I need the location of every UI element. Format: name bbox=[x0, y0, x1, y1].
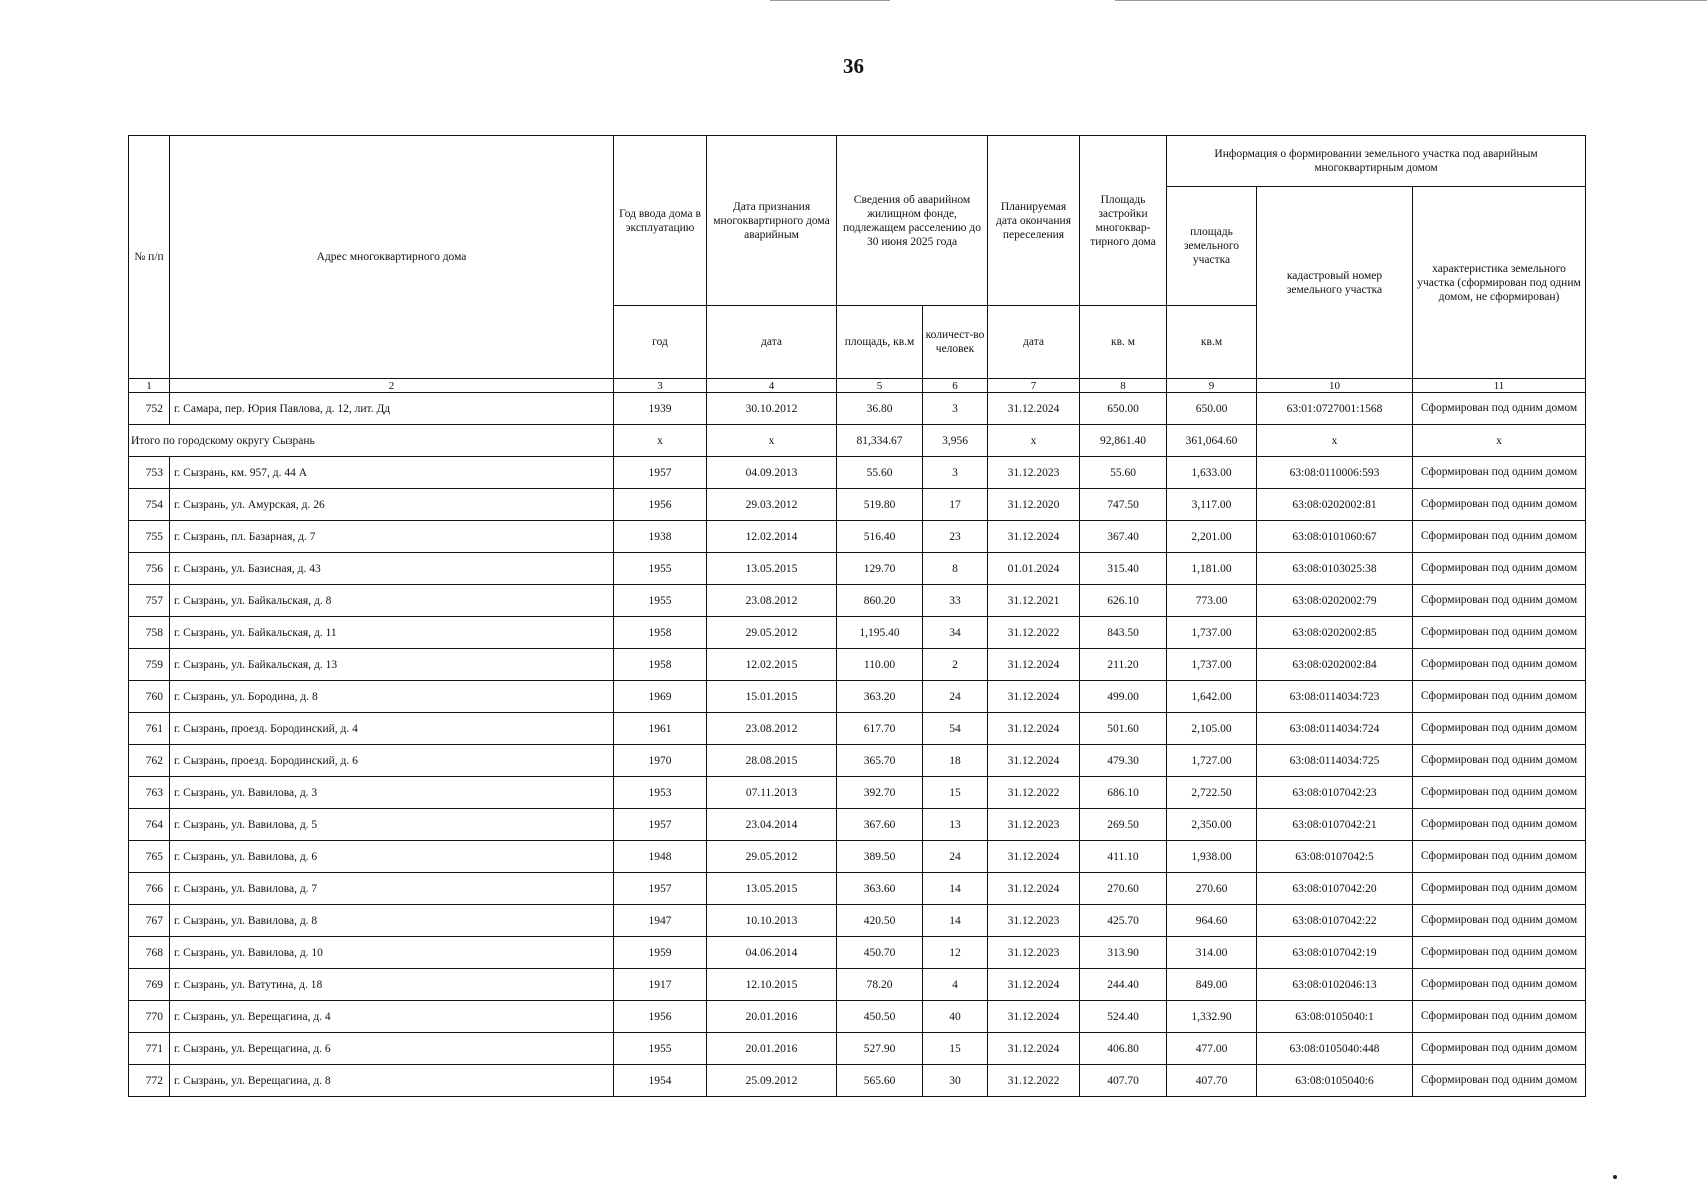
row-people: 54 bbox=[923, 713, 988, 745]
row-date: 04.09.2013 bbox=[707, 457, 837, 489]
row-land-char: Сформирован под одним домом bbox=[1413, 905, 1586, 937]
row-num: 769 bbox=[129, 969, 170, 1001]
subtotal-row bbox=[129, 425, 1586, 457]
table-row bbox=[129, 713, 1586, 745]
row-land-char: Сформирован под одним домом bbox=[1413, 937, 1586, 969]
row-area: 450.70 bbox=[837, 937, 923, 969]
row-num: 753 bbox=[129, 457, 170, 489]
row-year: 1959 bbox=[614, 937, 707, 969]
row-num: 771 bbox=[129, 1033, 170, 1065]
row-cadastral: 63:08:0107042:20 bbox=[1257, 873, 1413, 905]
row-num: 763 bbox=[129, 777, 170, 809]
row-planned: 31.12.2023 bbox=[988, 937, 1080, 969]
row-year: 1939 bbox=[614, 393, 707, 425]
column-number: 7 bbox=[988, 379, 1080, 393]
row-year: 1938 bbox=[614, 521, 707, 553]
row-address: г. Сызрань, проезд. Бородинский, д. 4 bbox=[170, 713, 614, 745]
row-build-area: 211.20 bbox=[1080, 649, 1167, 681]
row-year: 1957 bbox=[614, 809, 707, 841]
row-cadastral: 63:08:0102046:13 bbox=[1257, 969, 1413, 1001]
row-area: 617.70 bbox=[837, 713, 923, 745]
row-cadastral: 63:08:0103025:38 bbox=[1257, 553, 1413, 585]
row-land-char: Сформирован под одним домом bbox=[1413, 841, 1586, 873]
row-num: 755 bbox=[129, 521, 170, 553]
row-people: 23 bbox=[923, 521, 988, 553]
subtotal-date: x bbox=[707, 425, 837, 457]
row-date: 13.05.2015 bbox=[707, 873, 837, 905]
column-number: 4 bbox=[707, 379, 837, 393]
row-planned: 31.12.2024 bbox=[988, 521, 1080, 553]
row-year: 1958 bbox=[614, 649, 707, 681]
page-number: 36 bbox=[843, 54, 864, 78]
row-area: 110.00 bbox=[837, 649, 923, 681]
row-date: 30.10.2012 bbox=[707, 393, 837, 425]
row-area: 392.70 bbox=[837, 777, 923, 809]
row-year: 1969 bbox=[614, 681, 707, 713]
row-people: 2 bbox=[923, 649, 988, 681]
row-area: 519.80 bbox=[837, 489, 923, 521]
table-row bbox=[129, 969, 1586, 1001]
header-address: Адрес многоквартирного дома bbox=[170, 136, 614, 379]
unit-sqm: кв. м bbox=[1080, 306, 1167, 379]
row-cadastral: 63:08:0107042:22 bbox=[1257, 905, 1413, 937]
row-people: 24 bbox=[923, 841, 988, 873]
row-planned: 31.12.2024 bbox=[988, 873, 1080, 905]
table-row bbox=[129, 777, 1586, 809]
row-address: г. Сызрань, ул. Ватутина, д. 18 bbox=[170, 969, 614, 1001]
row-cadastral: 63:08:0114034:725 bbox=[1257, 745, 1413, 777]
row-people: 33 bbox=[923, 585, 988, 617]
scan-speck bbox=[1613, 1175, 1617, 1179]
row-build-area: 843.50 bbox=[1080, 617, 1167, 649]
row-land-char: Сформирован под одним домом bbox=[1413, 681, 1586, 713]
row-address: г. Сызрань, пл. Базарная, д. 7 bbox=[170, 521, 614, 553]
row-build-area: 425.70 bbox=[1080, 905, 1167, 937]
row-build-area: 650.00 bbox=[1080, 393, 1167, 425]
row-date: 12.10.2015 bbox=[707, 969, 837, 1001]
row-planned: 31.12.2022 bbox=[988, 617, 1080, 649]
row-land-area: 1,181.00 bbox=[1167, 553, 1257, 585]
row-address: г. Сызрань, ул. Верещагина, д. 4 bbox=[170, 1001, 614, 1033]
row-date: 15.01.2015 bbox=[707, 681, 837, 713]
row-planned: 31.12.2024 bbox=[988, 649, 1080, 681]
row-date: 20.01.2016 bbox=[707, 1033, 837, 1065]
row-cadastral: 63:01:0727001:1568 bbox=[1257, 393, 1413, 425]
row-land-char: Сформирован под одним домом bbox=[1413, 745, 1586, 777]
row-year: 1955 bbox=[614, 585, 707, 617]
row-land-area: 964.60 bbox=[1167, 905, 1257, 937]
row-build-area: 686.10 bbox=[1080, 777, 1167, 809]
row-land-char: Сформирован под одним домом bbox=[1413, 553, 1586, 585]
row-num: 757 bbox=[129, 585, 170, 617]
row-area: 516.40 bbox=[837, 521, 923, 553]
row-people: 4 bbox=[923, 969, 988, 1001]
row-planned: 31.12.2020 bbox=[988, 489, 1080, 521]
column-number: 6 bbox=[923, 379, 988, 393]
row-date: 13.05.2015 bbox=[707, 553, 837, 585]
header-date-emergency: Дата признания многоквартирного дома аварийным bbox=[707, 136, 837, 306]
table-row bbox=[129, 553, 1586, 585]
row-land-char: Сформирован под одним домом bbox=[1413, 521, 1586, 553]
row-date: 29.05.2012 bbox=[707, 841, 837, 873]
row-date: 23.04.2014 bbox=[707, 809, 837, 841]
row-land-char: Сформирован под одним домом bbox=[1413, 585, 1586, 617]
row-year: 1953 bbox=[614, 777, 707, 809]
header-land-char: характеристика земельного участка (сформирован под одним домом, не сформирован) bbox=[1413, 187, 1586, 379]
row-area: 389.50 bbox=[837, 841, 923, 873]
row-year: 1956 bbox=[614, 489, 707, 521]
column-number: 8 bbox=[1080, 379, 1167, 393]
row-planned: 01.01.2024 bbox=[988, 553, 1080, 585]
row-build-area: 479.30 bbox=[1080, 745, 1167, 777]
row-planned: 31.12.2023 bbox=[988, 905, 1080, 937]
row-cadastral: 63:08:0114034:723 bbox=[1257, 681, 1413, 713]
scan-artifact-line bbox=[770, 0, 890, 1]
row-num: 754 bbox=[129, 489, 170, 521]
row-date: 12.02.2015 bbox=[707, 649, 837, 681]
row-people: 18 bbox=[923, 745, 988, 777]
row-land-area: 2,201.00 bbox=[1167, 521, 1257, 553]
table-row bbox=[129, 905, 1586, 937]
row-address: г. Сызрань, ул. Вавилова, д. 6 bbox=[170, 841, 614, 873]
row-num: 752 bbox=[129, 393, 170, 425]
row-planned: 31.12.2023 bbox=[988, 457, 1080, 489]
row-year: 1947 bbox=[614, 905, 707, 937]
row-land-area: 1,633.00 bbox=[1167, 457, 1257, 489]
table-row bbox=[129, 809, 1586, 841]
row-area: 1,195.40 bbox=[837, 617, 923, 649]
table-row bbox=[129, 649, 1586, 681]
row-area: 36.80 bbox=[837, 393, 923, 425]
row-address: г. Сызрань, ул. Верещагина, д. 8 bbox=[170, 1065, 614, 1097]
table-row bbox=[129, 457, 1586, 489]
row-address: г. Сызрань, ул. Верещагина, д. 6 bbox=[170, 1033, 614, 1065]
row-address: г. Сызрань, ул. Байкальская, д. 13 bbox=[170, 649, 614, 681]
scan-artifact-line bbox=[1115, 0, 1707, 1]
row-address: г. Сызрань, ул. Базисная, д. 43 bbox=[170, 553, 614, 585]
row-cadastral: 63:08:0105040:6 bbox=[1257, 1065, 1413, 1097]
header-building-area: Площадь застройки многоквар-тирного дома bbox=[1080, 136, 1167, 306]
row-land-area: 314.00 bbox=[1167, 937, 1257, 969]
row-cadastral: 63:08:0202002:81 bbox=[1257, 489, 1413, 521]
row-people: 15 bbox=[923, 1033, 988, 1065]
row-address: г. Сызрань, ул. Амурская, д. 26 bbox=[170, 489, 614, 521]
row-land-area: 3,117.00 bbox=[1167, 489, 1257, 521]
row-num: 756 bbox=[129, 553, 170, 585]
table-row bbox=[129, 521, 1586, 553]
row-cadastral: 63:08:0202002:85 bbox=[1257, 617, 1413, 649]
row-planned: 31.12.2022 bbox=[988, 777, 1080, 809]
row-land-area: 2,105.00 bbox=[1167, 713, 1257, 745]
row-land-area: 1,737.00 bbox=[1167, 617, 1257, 649]
row-people: 3 bbox=[923, 393, 988, 425]
header-land-area: площадь земельного участка bbox=[1167, 187, 1257, 306]
row-date: 23.08.2012 bbox=[707, 713, 837, 745]
table-row bbox=[129, 489, 1586, 521]
row-num: 765 bbox=[129, 841, 170, 873]
row-cadastral: 63:08:0107042:19 bbox=[1257, 937, 1413, 969]
row-land-area: 773.00 bbox=[1167, 585, 1257, 617]
row-build-area: 406.80 bbox=[1080, 1033, 1167, 1065]
row-people: 34 bbox=[923, 617, 988, 649]
row-build-area: 244.40 bbox=[1080, 969, 1167, 1001]
row-planned: 31.12.2024 bbox=[988, 393, 1080, 425]
row-planned: 31.12.2024 bbox=[988, 745, 1080, 777]
row-land-char: Сформирован под одним домом bbox=[1413, 969, 1586, 1001]
table-row bbox=[129, 585, 1586, 617]
row-num: 760 bbox=[129, 681, 170, 713]
row-num: 767 bbox=[129, 905, 170, 937]
row-land-char: Сформирован под одним домом bbox=[1413, 457, 1586, 489]
row-land-char: Сформирован под одним домом bbox=[1413, 1065, 1586, 1097]
row-address: г. Сызрань, ул. Вавилова, д. 8 bbox=[170, 905, 614, 937]
row-year: 1957 bbox=[614, 873, 707, 905]
row-num: 770 bbox=[129, 1001, 170, 1033]
row-cadastral: 63:08:0105040:1 bbox=[1257, 1001, 1413, 1033]
column-number: 9 bbox=[1167, 379, 1257, 393]
row-num: 766 bbox=[129, 873, 170, 905]
row-area: 129.70 bbox=[837, 553, 923, 585]
row-land-area: 477.00 bbox=[1167, 1033, 1257, 1065]
row-year: 1954 bbox=[614, 1065, 707, 1097]
row-build-area: 270.60 bbox=[1080, 873, 1167, 905]
row-build-area: 367.40 bbox=[1080, 521, 1167, 553]
row-date: 04.06.2014 bbox=[707, 937, 837, 969]
row-cadastral: 63:08:0107042:5 bbox=[1257, 841, 1413, 873]
row-land-char: Сформирован под одним домом bbox=[1413, 809, 1586, 841]
column-number: 3 bbox=[614, 379, 707, 393]
row-address: г. Сызрань, ул. Бородина, д. 8 bbox=[170, 681, 614, 713]
row-people: 13 bbox=[923, 809, 988, 841]
row-date: 25.09.2012 bbox=[707, 1065, 837, 1097]
row-people: 14 bbox=[923, 873, 988, 905]
row-area: 420.50 bbox=[837, 905, 923, 937]
row-people: 8 bbox=[923, 553, 988, 585]
column-number: 11 bbox=[1413, 379, 1586, 393]
row-build-area: 501.60 bbox=[1080, 713, 1167, 745]
row-people: 12 bbox=[923, 937, 988, 969]
subtotal-people: 3,956 bbox=[923, 425, 988, 457]
row-year: 1958 bbox=[614, 617, 707, 649]
row-cadastral: 63:08:0114034:724 bbox=[1257, 713, 1413, 745]
unit-people: количест-во человек bbox=[923, 306, 988, 379]
row-area: 365.70 bbox=[837, 745, 923, 777]
column-numbers-row bbox=[129, 379, 1586, 393]
subtotal-label: Итого по городскому округу Сызрань bbox=[129, 425, 614, 457]
table-row bbox=[129, 873, 1586, 905]
row-year: 1970 bbox=[614, 745, 707, 777]
table-row bbox=[129, 681, 1586, 713]
row-build-area: 626.10 bbox=[1080, 585, 1167, 617]
row-land-area: 1,727.00 bbox=[1167, 745, 1257, 777]
row-address: г. Сызрань, ул. Вавилова, д. 3 bbox=[170, 777, 614, 809]
unit-date: дата bbox=[707, 306, 837, 379]
row-land-area: 849.00 bbox=[1167, 969, 1257, 1001]
row-land-char: Сформирован под одним домом bbox=[1413, 649, 1586, 681]
row-cadastral: 63:08:0101060:67 bbox=[1257, 521, 1413, 553]
row-num: 761 bbox=[129, 713, 170, 745]
table-row bbox=[129, 1065, 1586, 1097]
row-cadastral: 63:08:0107042:21 bbox=[1257, 809, 1413, 841]
column-number: 1 bbox=[129, 379, 170, 393]
row-address: г. Сызрань, проезд. Бородинский, д. 6 bbox=[170, 745, 614, 777]
header-year: Год ввода дома в эксплуатацию bbox=[614, 136, 707, 306]
table-row bbox=[129, 1001, 1586, 1033]
column-number: 10 bbox=[1257, 379, 1413, 393]
row-build-area: 747.50 bbox=[1080, 489, 1167, 521]
row-build-area: 524.40 bbox=[1080, 1001, 1167, 1033]
table-row bbox=[129, 745, 1586, 777]
row-address: г. Сызрань, ул. Байкальская, д. 11 bbox=[170, 617, 614, 649]
header-fund: Сведения об аварийном жилищном фонде, подлежащем расселению до 30 июня 2025 года bbox=[837, 136, 988, 306]
row-cadastral: 63:08:0107042:23 bbox=[1257, 777, 1413, 809]
row-build-area: 313.90 bbox=[1080, 937, 1167, 969]
row-planned: 31.12.2021 bbox=[988, 585, 1080, 617]
row-num: 772 bbox=[129, 1065, 170, 1097]
row-date: 12.02.2014 bbox=[707, 521, 837, 553]
header-num: № п/п bbox=[129, 136, 170, 379]
row-cadastral: 63:08:0202002:79 bbox=[1257, 585, 1413, 617]
subtotal-area: 81,334.67 bbox=[837, 425, 923, 457]
row-land-area: 1,737.00 bbox=[1167, 649, 1257, 681]
row-area: 363.20 bbox=[837, 681, 923, 713]
row-year: 1961 bbox=[614, 713, 707, 745]
table-row bbox=[129, 937, 1586, 969]
row-area: 527.90 bbox=[837, 1033, 923, 1065]
row-land-area: 1,332.90 bbox=[1167, 1001, 1257, 1033]
header-planned-date: Планируемая дата окончания переселения bbox=[988, 136, 1080, 306]
row-address: г. Самара, пер. Юрия Павлова, д. 12, лит. Дд bbox=[170, 393, 614, 425]
row-land-char: Сформирован под одним домом bbox=[1413, 489, 1586, 521]
subtotal-land-area: 361,064.60 bbox=[1167, 425, 1257, 457]
row-people: 14 bbox=[923, 905, 988, 937]
row-people: 17 bbox=[923, 489, 988, 521]
row-land-area: 1,938.00 bbox=[1167, 841, 1257, 873]
unit-year: год bbox=[614, 306, 707, 379]
header-land-group: Информация о формировании земельного участка под аварийным многоквартирным домом bbox=[1167, 136, 1586, 187]
row-land-area: 407.70 bbox=[1167, 1065, 1257, 1097]
row-year: 1955 bbox=[614, 1033, 707, 1065]
row-land-char: Сформирован под одним домом bbox=[1413, 873, 1586, 905]
unit-area: площадь, кв.м bbox=[837, 306, 923, 379]
row-year: 1917 bbox=[614, 969, 707, 1001]
row-people: 30 bbox=[923, 1065, 988, 1097]
row-build-area: 407.70 bbox=[1080, 1065, 1167, 1097]
row-land-char: Сформирован под одним домом bbox=[1413, 1033, 1586, 1065]
row-date: 29.03.2012 bbox=[707, 489, 837, 521]
subtotal-land-char: x bbox=[1413, 425, 1586, 457]
row-num: 764 bbox=[129, 809, 170, 841]
row-build-area: 269.50 bbox=[1080, 809, 1167, 841]
row-build-area: 499.00 bbox=[1080, 681, 1167, 713]
row-address: г. Сызрань, ул. Вавилова, д. 5 bbox=[170, 809, 614, 841]
row-year: 1948 bbox=[614, 841, 707, 873]
column-number: 5 bbox=[837, 379, 923, 393]
row-people: 15 bbox=[923, 777, 988, 809]
row-land-area: 2,350.00 bbox=[1167, 809, 1257, 841]
table-row bbox=[129, 617, 1586, 649]
row-area: 78.20 bbox=[837, 969, 923, 1001]
row-land-char: Сформирован под одним домом bbox=[1413, 713, 1586, 745]
row-area: 860.20 bbox=[837, 585, 923, 617]
row-area: 367.60 bbox=[837, 809, 923, 841]
row-date: 29.05.2012 bbox=[707, 617, 837, 649]
row-num: 758 bbox=[129, 617, 170, 649]
row-num: 768 bbox=[129, 937, 170, 969]
row-planned: 31.12.2024 bbox=[988, 969, 1080, 1001]
row-cadastral: 63:08:0105040:448 bbox=[1257, 1033, 1413, 1065]
row-planned: 31.12.2022 bbox=[988, 1065, 1080, 1097]
subtotal-cadastral: x bbox=[1257, 425, 1413, 457]
table-row bbox=[129, 393, 1586, 425]
row-build-area: 411.10 bbox=[1080, 841, 1167, 873]
row-year: 1957 bbox=[614, 457, 707, 489]
row-land-char: Сформирован под одним домом bbox=[1413, 1001, 1586, 1033]
row-address: г. Сызрань, ул. Вавилова, д. 7 bbox=[170, 873, 614, 905]
row-land-area: 1,642.00 bbox=[1167, 681, 1257, 713]
row-num: 762 bbox=[129, 745, 170, 777]
row-land-area: 650.00 bbox=[1167, 393, 1257, 425]
row-address: г. Сызрань, км. 957, д. 44 А bbox=[170, 457, 614, 489]
row-people: 40 bbox=[923, 1001, 988, 1033]
row-land-char: Сформирован под одним домом bbox=[1413, 777, 1586, 809]
row-build-area: 315.40 bbox=[1080, 553, 1167, 585]
row-build-area: 55.60 bbox=[1080, 457, 1167, 489]
table-row bbox=[129, 1033, 1586, 1065]
row-year: 1956 bbox=[614, 1001, 707, 1033]
row-address: г. Сызрань, ул. Вавилова, д. 10 bbox=[170, 937, 614, 969]
row-planned: 31.12.2024 bbox=[988, 713, 1080, 745]
row-planned: 31.12.2024 bbox=[988, 681, 1080, 713]
row-num: 759 bbox=[129, 649, 170, 681]
row-date: 20.01.2016 bbox=[707, 1001, 837, 1033]
row-date: 10.10.2013 bbox=[707, 905, 837, 937]
subtotal-build-area: 92,861.40 bbox=[1080, 425, 1167, 457]
table-row bbox=[129, 841, 1586, 873]
column-number: 2 bbox=[170, 379, 614, 393]
emergency-housing-table bbox=[128, 135, 1586, 1097]
row-area: 450.50 bbox=[837, 1001, 923, 1033]
row-address: г. Сызрань, ул. Байкальская, д. 8 bbox=[170, 585, 614, 617]
row-planned: 31.12.2024 bbox=[988, 1001, 1080, 1033]
unit-date: дата bbox=[988, 306, 1080, 379]
unit-sqm: кв.м bbox=[1167, 306, 1257, 379]
row-planned: 31.12.2024 bbox=[988, 841, 1080, 873]
header-cadastral: кадастровый номер земельного участка bbox=[1257, 187, 1413, 379]
row-land-area: 270.60 bbox=[1167, 873, 1257, 905]
row-land-char: Сформирован под одним домом bbox=[1413, 617, 1586, 649]
row-cadastral: 63:08:0110006:593 bbox=[1257, 457, 1413, 489]
row-date: 28.08.2015 bbox=[707, 745, 837, 777]
row-people: 24 bbox=[923, 681, 988, 713]
row-area: 55.60 bbox=[837, 457, 923, 489]
row-people: 3 bbox=[923, 457, 988, 489]
row-year: 1955 bbox=[614, 553, 707, 585]
row-planned: 31.12.2023 bbox=[988, 809, 1080, 841]
row-land-area: 2,722.50 bbox=[1167, 777, 1257, 809]
subtotal-planned: x bbox=[988, 425, 1080, 457]
row-area: 363.60 bbox=[837, 873, 923, 905]
row-date: 07.11.2013 bbox=[707, 777, 837, 809]
row-date: 23.08.2012 bbox=[707, 585, 837, 617]
subtotal-year: x bbox=[614, 425, 707, 457]
row-area: 565.60 bbox=[837, 1065, 923, 1097]
row-cadastral: 63:08:0202002:84 bbox=[1257, 649, 1413, 681]
row-planned: 31.12.2024 bbox=[988, 1033, 1080, 1065]
row-land-char: Сформирован под одним домом bbox=[1413, 393, 1586, 425]
